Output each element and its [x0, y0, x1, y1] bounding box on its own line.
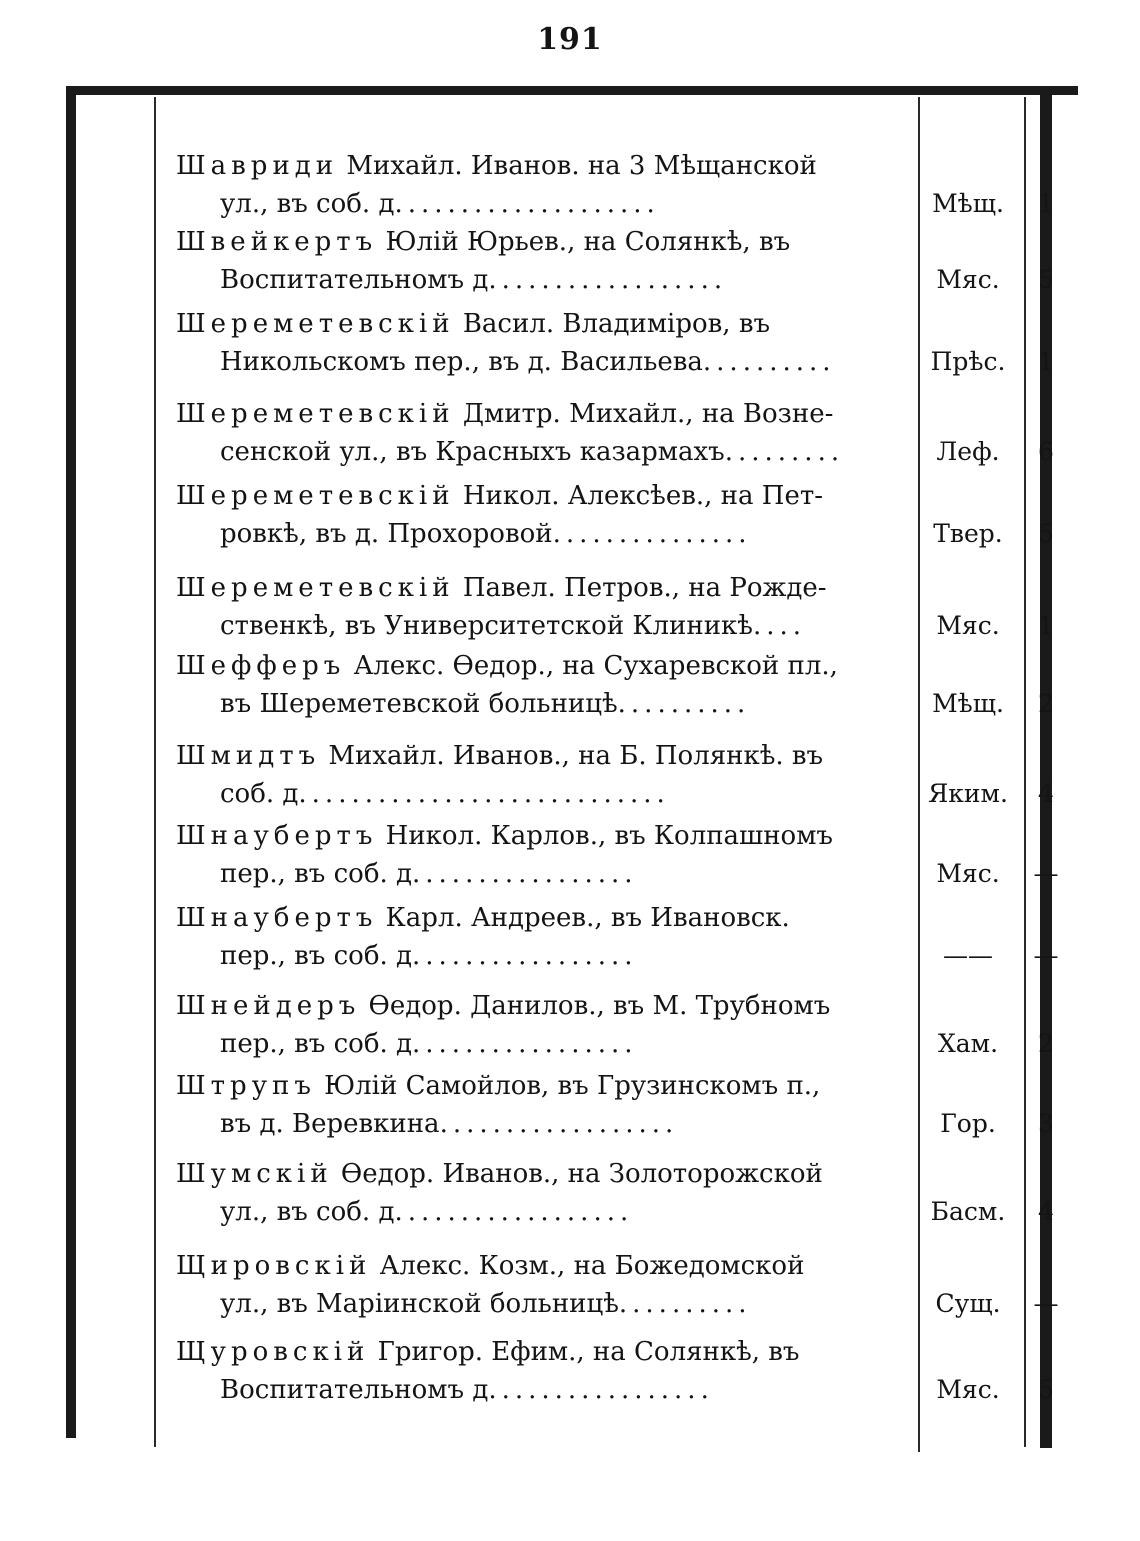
entry-surname: Шумскій	[176, 1159, 333, 1189]
entry-second-line	[220, 686, 900, 722]
directory-entry	[160, 570, 1140, 650]
dot-leader: .................	[412, 941, 638, 971]
entry-quarter-number: 2	[1038, 1029, 1054, 1058]
entry-name-address: Юлій Самойлов, въ Грузинскомъ п.,	[315, 1071, 821, 1101]
entry-address-continued: пер., въ соб. д	[220, 1029, 413, 1059]
entry-ward: Мяс.	[936, 265, 1000, 294]
directory-entry	[160, 396, 1140, 476]
page-number: 191	[537, 22, 603, 57]
entry-ward: Леф.	[936, 437, 1000, 466]
dot-leader: ..........	[617, 689, 751, 719]
entry-surname: Шереметевскій	[176, 399, 455, 429]
entry-name-address: Алекс. Козм., на Божедомской	[371, 1251, 805, 1281]
entry-second-line	[220, 856, 900, 892]
entry-quarter-number: 5	[1038, 1375, 1054, 1404]
entry-ward: Сущ.	[935, 1289, 1001, 1318]
entry-first-line	[176, 648, 902, 684]
entry-name-address: Алекс. Ѳедор., на Сухаревской пл.,	[345, 651, 838, 681]
entry-quarter-number: 6	[1038, 437, 1054, 466]
entry-second-line	[220, 776, 900, 812]
entry-surname: Шавриди	[176, 151, 339, 181]
directory-entry	[160, 1068, 1140, 1148]
entry-ward: Хам.	[937, 1029, 999, 1058]
dot-leader: ..................	[394, 1197, 634, 1227]
entry-name-address: Павел. Петров., на Рожде-	[454, 573, 827, 603]
entry-name-address: Карл. Андреев., въ Ивановск.	[377, 903, 790, 933]
entry-quarter-number: 5	[1038, 519, 1054, 548]
entry-quarter-number: 3	[1038, 1109, 1054, 1138]
entry-ward: Мѣщ.	[932, 189, 1004, 218]
dot-leader: ..................	[488, 265, 728, 295]
entry-quarter-number: 4	[1038, 1197, 1054, 1226]
dot-leader: ....	[752, 611, 807, 641]
entry-name-address: Ѳедор. Иванов., на Золоторожской	[332, 1159, 823, 1189]
entry-quarter-number: 2	[1038, 689, 1054, 718]
entry-ward: Твер.	[933, 519, 1003, 548]
directory-entry	[160, 648, 1140, 728]
entry-second-line	[220, 1106, 900, 1142]
entry-ward: Мѣщ.	[932, 689, 1004, 718]
entry-surname: Шефферъ	[176, 651, 346, 681]
entry-second-line	[220, 262, 900, 298]
entry-first-line	[176, 306, 902, 342]
entry-first-line	[176, 1248, 902, 1284]
entry-name-address: Никол. Карлов., въ Колпашномъ	[377, 821, 833, 851]
entry-address-continued: пер., въ соб. д	[220, 941, 413, 971]
entry-first-line	[176, 900, 902, 936]
entry-surname: Щуровскій	[176, 1337, 370, 1367]
entry-second-line	[220, 434, 900, 470]
entry-name-address: Михайл. Иванов. на 3 Мѣщанской	[338, 151, 817, 181]
dot-leader: .................	[412, 859, 638, 889]
entry-surname: Шнейдеръ	[176, 991, 361, 1021]
dot-leader: .................	[412, 1029, 638, 1059]
directory-entry	[160, 738, 1140, 818]
dot-leader: ...............	[552, 519, 752, 549]
entry-quarter-number: 5	[1038, 265, 1054, 294]
entry-address-continued: пер., въ соб. д	[220, 859, 413, 889]
entry-surname: Шереметевскій	[176, 309, 455, 339]
entry-address-continued: сенской ул., въ Красныхъ казармахъ	[220, 437, 725, 467]
entry-first-line	[176, 1334, 902, 1370]
entry-ward: Мяс.	[936, 1375, 1000, 1404]
entry-first-line	[176, 738, 902, 774]
dot-leader: ..........	[618, 1289, 752, 1319]
directory-entry	[160, 306, 1140, 386]
dot-leader: .........	[724, 437, 845, 467]
entry-address-continued: Воспитательномъ д	[220, 265, 489, 295]
directory-entry	[160, 1334, 1140, 1414]
entry-second-line	[220, 1194, 900, 1230]
entry-first-line	[176, 478, 902, 514]
entry-address-continued: Воспитательномъ д	[220, 1375, 489, 1405]
directory-entry	[160, 1248, 1140, 1328]
entry-address-continued: ул., въ Маріинской больницѣ	[220, 1289, 619, 1319]
directory-entry	[160, 818, 1140, 898]
entry-ward: Прѣс.	[930, 347, 1006, 376]
entry-first-line	[176, 818, 902, 854]
entry-address-continued: въ Шереметевской больницѣ	[220, 689, 618, 719]
entry-surname: Шереметевскій	[176, 573, 455, 603]
entry-name-address: Васил. Владиміров, въ	[454, 309, 771, 339]
entry-first-line	[176, 570, 902, 606]
entry-first-line	[176, 1156, 902, 1192]
entry-ward: Басм.	[930, 1197, 1006, 1226]
entry-second-line	[220, 608, 900, 644]
entry-first-line	[176, 988, 902, 1024]
entry-quarter-number: —	[1033, 859, 1059, 888]
entry-quarter-number: 1	[1038, 611, 1054, 640]
entry-first-line	[176, 224, 902, 260]
dot-leader: ..................	[439, 1109, 679, 1139]
entry-name-address: Ѳедор. Данилов., въ М. Трубномъ	[360, 991, 831, 1021]
entry-second-line	[220, 1026, 900, 1062]
entry-surname: Швейкертъ	[176, 227, 378, 257]
entry-ward: Мяс.	[936, 859, 1000, 888]
entry-surname: Штрупъ	[176, 1071, 316, 1101]
directory-entry	[160, 1156, 1140, 1236]
entry-address-continued: въ д. Веревкина	[220, 1109, 440, 1139]
entry-surname: Шнаубертъ	[176, 821, 378, 851]
entry-second-line	[220, 186, 900, 222]
entry-quarter-number: —	[1033, 1289, 1059, 1318]
entry-surname: Шмидтъ	[176, 741, 321, 771]
entry-name-address: Юлій Юрьев., на Солянкѣ, въ	[377, 227, 791, 257]
entry-ward: ——	[943, 941, 993, 970]
entry-name-address: Григор. Ефим., на Солянкѣ, въ	[369, 1337, 800, 1367]
entry-surname: Шнаубертъ	[176, 903, 378, 933]
entry-name-address: Никол. Алексѣев., на Пет-	[454, 481, 824, 511]
entry-second-line	[220, 938, 900, 974]
entry-surname: Шереметевскій	[176, 481, 455, 511]
entry-first-line	[176, 396, 902, 432]
entry-surname: Щировскій	[176, 1251, 372, 1281]
entry-second-line	[220, 1372, 900, 1408]
entry-address-continued: ул., въ соб. д	[220, 189, 395, 219]
directory-entry	[160, 900, 1140, 980]
entry-ward: Мяс.	[936, 611, 1000, 640]
entry-address-continued: ровкѣ, въ д. Прохоровой	[220, 519, 553, 549]
entry-name-address: Михайл. Иванов., на Б. Полянкѣ. въ	[320, 741, 824, 771]
entry-second-line	[220, 1286, 900, 1322]
entry-ward: Яким.	[928, 779, 1008, 808]
entry-address-continued: Никольскомъ пер., въ д. Васильева	[220, 347, 703, 377]
entry-second-line	[220, 516, 900, 552]
entry-quarter-number: 1	[1038, 347, 1054, 376]
entry-first-line	[176, 148, 902, 184]
dot-leader: ....................	[394, 189, 660, 219]
directory-entry	[160, 148, 1140, 228]
entry-quarter-number: 1	[1038, 189, 1054, 218]
dot-leader: ............................	[298, 779, 670, 809]
entry-quarter-number: —	[1033, 941, 1059, 970]
entry-address-continued: ственкѣ, въ Университетской Клиникѣ	[220, 611, 753, 641]
dot-leader: .................	[488, 1375, 714, 1405]
entry-name-address: Дмитр. Михайл., на Возне-	[454, 399, 834, 429]
entry-address-continued: соб. д	[220, 779, 299, 809]
directory-entry	[160, 478, 1140, 558]
entry-first-line	[176, 1068, 902, 1104]
entry-second-line	[220, 344, 900, 380]
directory-entry	[160, 224, 1140, 304]
entry-quarter-number: 4	[1038, 779, 1054, 808]
entry-ward: Гор.	[940, 1109, 996, 1138]
dot-leader: ..........	[702, 347, 836, 377]
entry-address-continued: ул., въ соб. д	[220, 1197, 395, 1227]
directory-entry	[160, 988, 1140, 1068]
